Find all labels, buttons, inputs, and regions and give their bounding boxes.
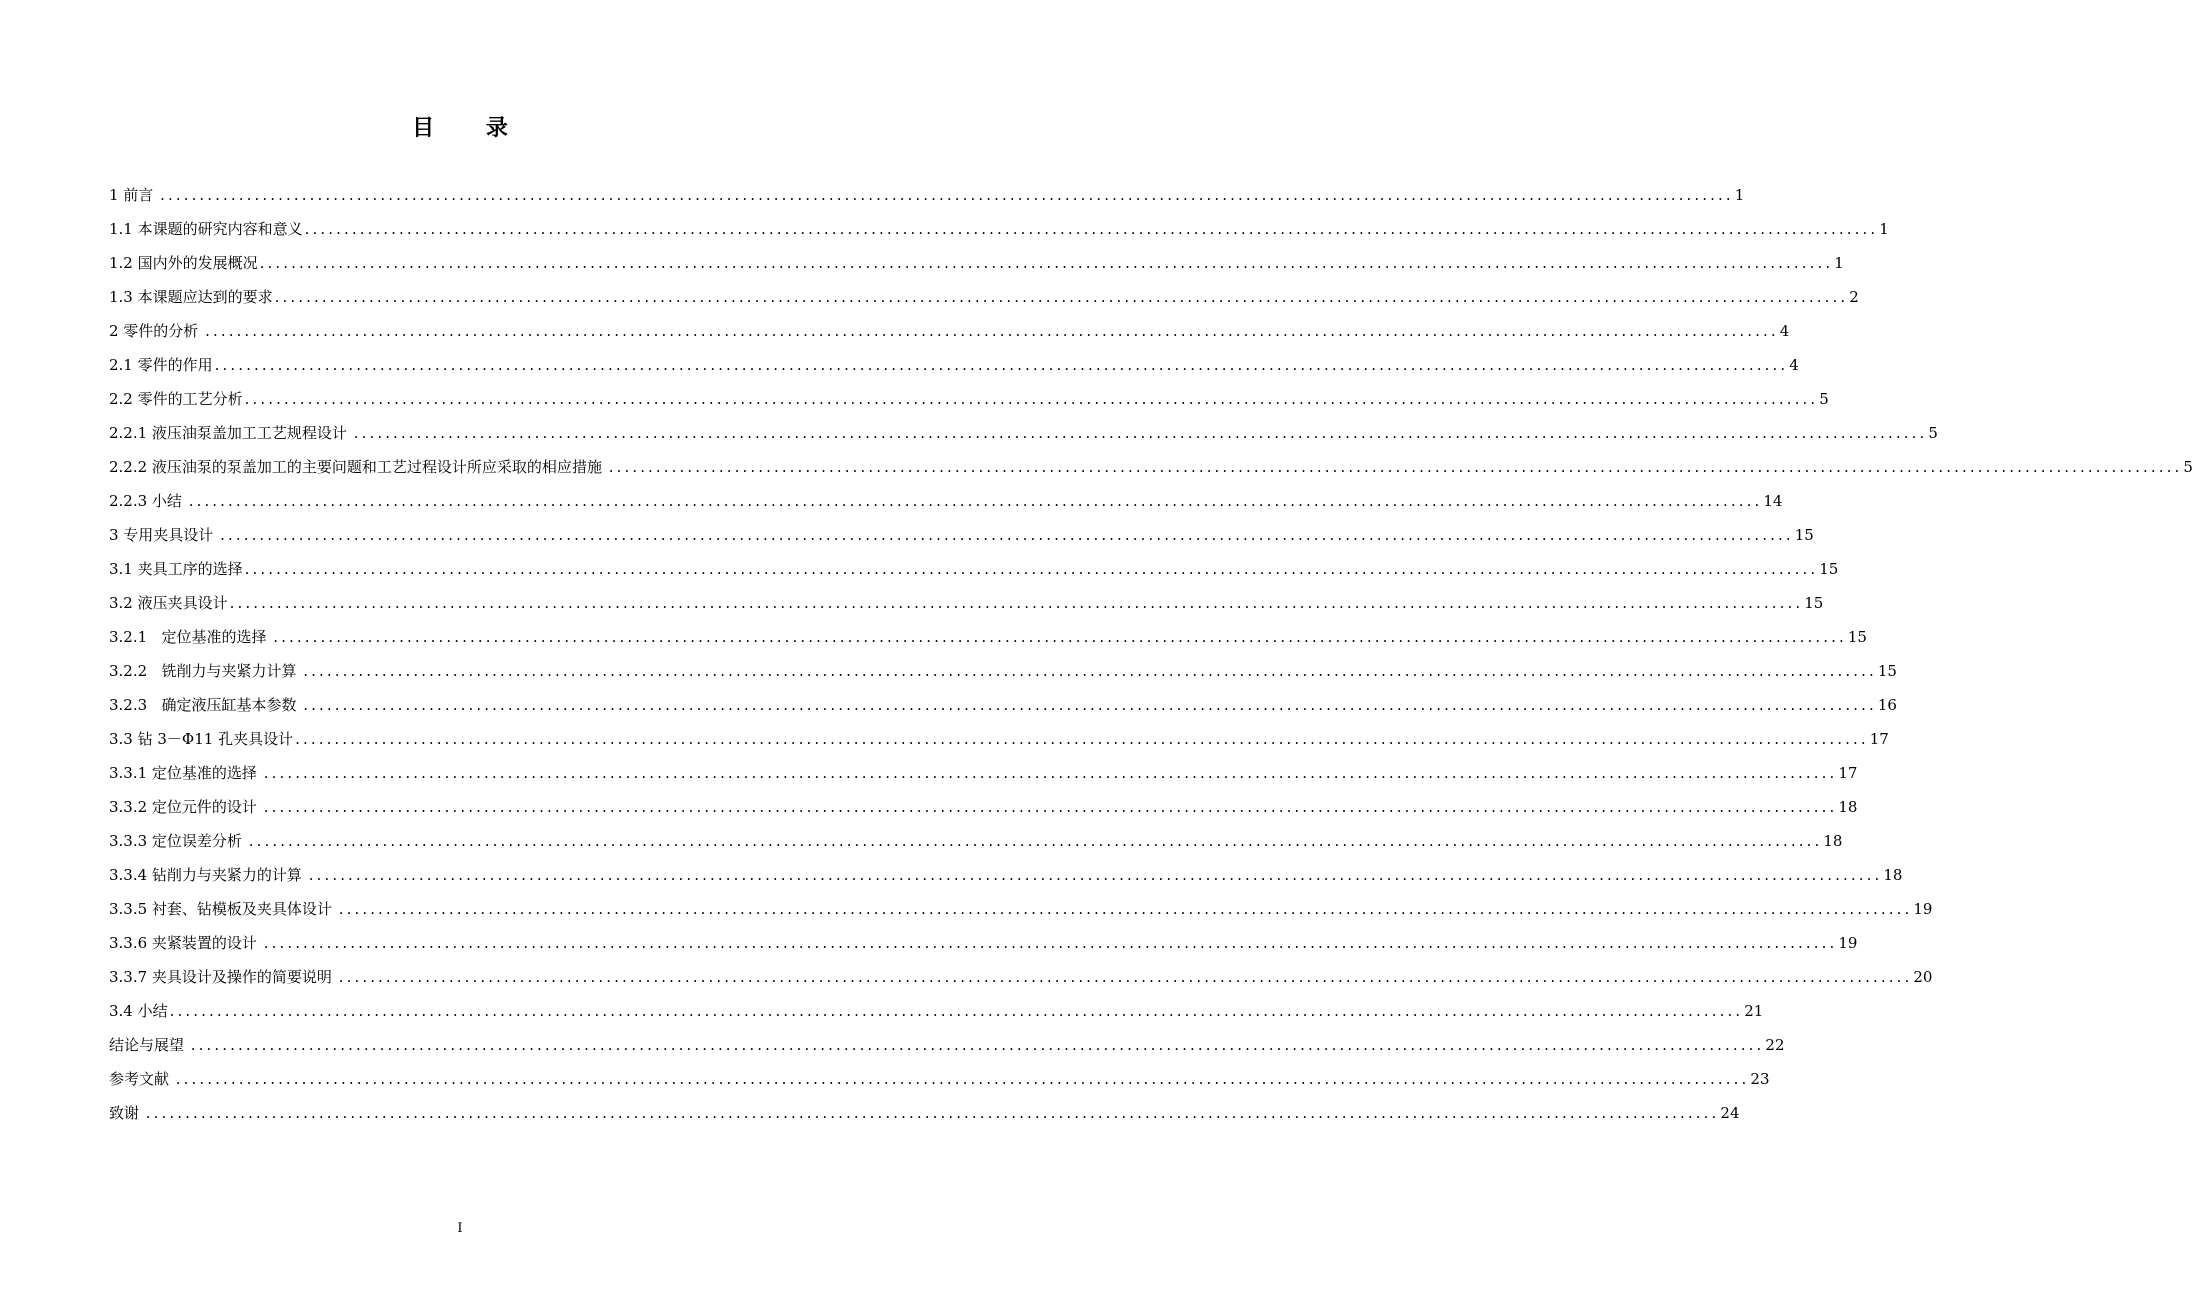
toc-entry[interactable] bbox=[109, 317, 1790, 351]
toc-entry[interactable] bbox=[109, 827, 1843, 861]
toc-entry-page: 15 bbox=[1847, 628, 1867, 646]
toc-entry[interactable] bbox=[109, 1065, 1770, 1099]
toc-dot-leader: ........................................................................................................................................................................................................ bbox=[244, 390, 1819, 408]
toc-entry-title: 3.1 夹具工序的选择 bbox=[109, 560, 243, 578]
toc-entry-page: 4 bbox=[1789, 356, 1799, 374]
toc-entry-page: 18 bbox=[1838, 798, 1858, 816]
toc-entry-page: 14 bbox=[1763, 492, 1783, 510]
toc-entry[interactable] bbox=[109, 963, 1933, 997]
toc-entry-page: 5 bbox=[1928, 424, 1938, 442]
toc-dot-leader: ........................................................................................................................................................................................................ bbox=[263, 798, 1838, 816]
toc-entry[interactable] bbox=[109, 351, 1799, 385]
toc-entry-page: 21 bbox=[1744, 1002, 1764, 1020]
toc-dot-leader: ........................................................................................................................................................................................................ bbox=[205, 322, 1779, 340]
toc-entry-title: 3 专用夹具设计 bbox=[109, 526, 219, 544]
toc-entry-page: 2 bbox=[1849, 288, 1859, 306]
page-number: I bbox=[457, 1221, 463, 1236]
toc-entry[interactable] bbox=[109, 555, 1839, 589]
toc-entry-title: 3.3.2 定位元件的设计 bbox=[109, 798, 262, 816]
toc-dot-leader: ........................................................................................................................................................................................................ bbox=[353, 424, 1928, 442]
toc-entry[interactable] bbox=[109, 623, 1867, 657]
toc-entry-title: 1 前言 bbox=[109, 186, 159, 204]
toc-entry[interactable] bbox=[109, 1031, 1785, 1065]
toc-dot-leader: ........................................................................................................................................................................................................ bbox=[160, 186, 1734, 204]
toc-entry-title: 3.2.3 确定液压缸基本参数 bbox=[109, 696, 302, 714]
toc-entry-page: 17 bbox=[1869, 730, 1889, 748]
toc-entry[interactable] bbox=[109, 249, 1844, 283]
toc-entry-title: 致谢 bbox=[109, 1104, 144, 1122]
toc-entry-title: 1.1 本课题的研究内容和意义 bbox=[109, 220, 303, 238]
toc-entry[interactable] bbox=[109, 283, 1859, 317]
toc-dot-leader: ........................................................................................................................................................................................................ bbox=[259, 254, 1834, 272]
toc-entry[interactable] bbox=[109, 181, 1745, 215]
toc-dot-leader: ........................................................................................................................................................................................................ bbox=[190, 1036, 1765, 1054]
toc-dot-leader: ........................................................................................................................................................................................................ bbox=[338, 968, 1913, 986]
toc-entry-title: 3.2.2 铣削力与夹紧力计算 bbox=[109, 662, 302, 680]
toc-entry-title: 参考文献 bbox=[109, 1070, 174, 1088]
toc-entry[interactable] bbox=[109, 487, 1783, 521]
toc-entry[interactable] bbox=[109, 589, 1824, 623]
toc-entry[interactable] bbox=[109, 657, 1897, 691]
toc-entry[interactable] bbox=[109, 521, 1814, 555]
toc-dot-leader: ........................................................................................................................................................................................................ bbox=[303, 662, 1877, 680]
toc-entry[interactable] bbox=[109, 759, 1858, 793]
toc-entry-title: 2.2.3 小结 bbox=[109, 492, 187, 510]
toc-entry[interactable] bbox=[109, 453, 2193, 487]
toc-entry[interactable] bbox=[109, 1099, 1740, 1133]
toc-dot-leader: ........................................................................................................................................................................................................ bbox=[175, 1070, 1750, 1088]
table-of-contents bbox=[109, 181, 2193, 1133]
toc-entry-page: 15 bbox=[1819, 560, 1839, 578]
toc-entry-title: 结论与展望 bbox=[109, 1036, 189, 1054]
toc-entry-page: 20 bbox=[1913, 968, 1933, 986]
toc-entry-title: 3.2 液压夹具设计 bbox=[109, 594, 228, 612]
toc-entry-page: 16 bbox=[1877, 696, 1897, 714]
toc-entry[interactable] bbox=[109, 691, 1897, 725]
toc-dot-leader: ........................................................................................................................................................................................................ bbox=[273, 628, 1847, 646]
toc-dot-leader: ........................................................................................................................................................................................................ bbox=[244, 560, 1819, 578]
toc-entry[interactable] bbox=[109, 929, 1858, 963]
toc-entry-page: 1 bbox=[1834, 254, 1844, 272]
toc-entry-title: 3.4 小结 bbox=[109, 1002, 168, 1020]
toc-entry-page: 4 bbox=[1779, 322, 1790, 340]
toc-entry-page: 5 bbox=[2183, 458, 2193, 476]
toc-entry-title: 3.2.1 定位基准的选择 bbox=[109, 628, 272, 646]
toc-dot-leader: ........................................................................................................................................................................................................ bbox=[169, 1002, 1744, 1020]
toc-entry[interactable] bbox=[109, 793, 1858, 827]
toc-dot-leader: ........................................................................................................................................................................................................ bbox=[304, 220, 1879, 238]
toc-entry[interactable] bbox=[109, 895, 1933, 929]
toc-entry[interactable] bbox=[109, 419, 1938, 453]
toc-entry-page: 15 bbox=[1877, 662, 1897, 680]
toc-dot-leader: ........................................................................................................................................................................................................ bbox=[145, 1104, 1720, 1122]
toc-dot-leader: ........................................................................................................................................................................................................ bbox=[214, 356, 1789, 374]
toc-entry-page: 18 bbox=[1823, 832, 1843, 850]
toc-entry[interactable] bbox=[109, 997, 1764, 1031]
toc-entry-title: 3.3.3 定位误差分析 bbox=[109, 832, 247, 850]
toc-dot-leader: ........................................................................................................................................................................................................ bbox=[188, 492, 1763, 510]
toc-dot-leader: ........................................................................................................................................................................................................ bbox=[295, 730, 1869, 748]
toc-entry-page: 19 bbox=[1913, 900, 1933, 918]
toc-dot-leader: ........................................................................................................................................................................................................ bbox=[220, 526, 1794, 544]
toc-entry-title: 3.3 钻 3－Φ11 孔夹具设计 bbox=[109, 730, 294, 748]
toc-entry-title: 3.3.5 衬套、钻模板及夹具体设计 bbox=[109, 900, 337, 918]
toc-entry-title: 1.3 本课题应达到的要求 bbox=[109, 288, 273, 306]
toc-title: 目 录 bbox=[412, 116, 530, 141]
toc-entry-page: 15 bbox=[1804, 594, 1824, 612]
toc-entry-page: 17 bbox=[1838, 764, 1858, 782]
toc-entry-title: 2.2 零件的工艺分析 bbox=[109, 390, 243, 408]
toc-entry-page: 1 bbox=[1734, 186, 1745, 204]
toc-dot-leader: ........................................................................................................................................................................................................ bbox=[229, 594, 1804, 612]
toc-entry-title: 3.3.1 定位基准的选择 bbox=[109, 764, 262, 782]
toc-entry-page: 24 bbox=[1720, 1104, 1740, 1122]
toc-entry-title: 2.1 零件的作用 bbox=[109, 356, 213, 374]
toc-dot-leader: ........................................................................................................................................................................................................ bbox=[308, 866, 1883, 884]
toc-entry-title: 2.2.1 液压油泵盖加工工艺规程设计 bbox=[109, 424, 352, 442]
toc-entry-page: 23 bbox=[1750, 1070, 1770, 1088]
toc-entry[interactable] bbox=[109, 725, 1889, 759]
toc-entry-title: 3.3.6 夹紧装置的设计 bbox=[109, 934, 262, 952]
toc-dot-leader: ........................................................................................................................................................................................................ bbox=[303, 696, 1877, 714]
toc-dot-leader: ........................................................................................................................................................................................................ bbox=[248, 832, 1823, 850]
toc-entry-page: 15 bbox=[1794, 526, 1814, 544]
toc-dot-leader: ........................................................................................................................................................................................................ bbox=[274, 288, 1849, 306]
toc-entry-title: 3.3.4 钻削力与夹紧力的计算 bbox=[109, 866, 307, 884]
toc-entry-page: 5 bbox=[1819, 390, 1829, 408]
toc-entry-title: 2.2.2 液压油泵的泵盖加工的主要问题和工艺过程设计所应采取的相应措施 bbox=[109, 458, 607, 476]
toc-entry[interactable] bbox=[109, 861, 1903, 895]
toc-entry-title: 3.3.7 夹具设计及操作的简要说明 bbox=[109, 968, 337, 986]
toc-dot-leader: ........................................................................................................................................................................................................ bbox=[338, 900, 1913, 918]
toc-entry-page: 18 bbox=[1883, 866, 1903, 884]
toc-entry-page: 1 bbox=[1879, 220, 1889, 238]
toc-dot-leader: ........................................................................................................................................................................................................ bbox=[263, 934, 1838, 952]
toc-entry[interactable] bbox=[109, 215, 1889, 249]
toc-entry-title: 1.2 国内外的发展概况 bbox=[109, 254, 258, 272]
toc-entry-page: 22 bbox=[1765, 1036, 1785, 1054]
toc-entry[interactable] bbox=[109, 385, 1829, 419]
toc-dot-leader: ........................................................................................................................................................................................................ bbox=[263, 764, 1838, 782]
toc-dot-leader: ........................................................................................................................................................................................................ bbox=[608, 458, 2183, 476]
toc-entry-page: 19 bbox=[1838, 934, 1858, 952]
toc-entry-title: 2 零件的分析 bbox=[109, 322, 204, 340]
